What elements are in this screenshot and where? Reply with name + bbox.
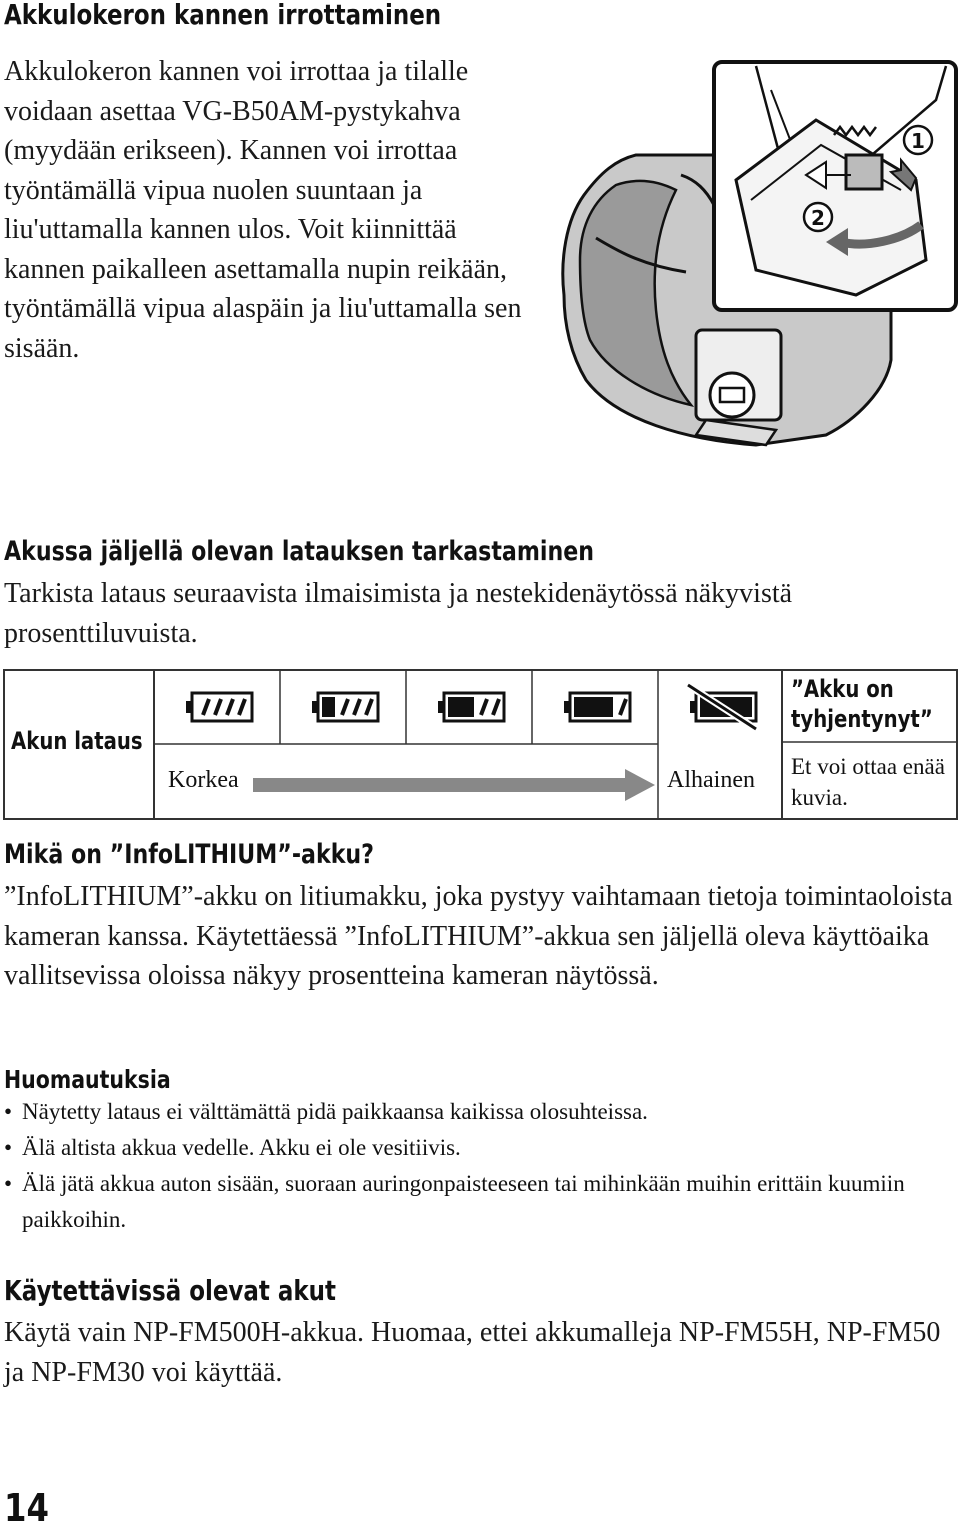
notes-list — [4, 1094, 954, 1238]
charge-row-label: Akun lataus — [11, 727, 143, 755]
battery-icon — [564, 693, 630, 721]
remove-cover-instructions: Akkulokeron kannen voi irrottaa ja tilalle voidaan asettaa VG-B50AM-pystykahva (myydään erikseen). Kannen voi irrottaa työntämällä vipua nuolen suuntaan ja liu'uttamalla kannen ulos. Voit kiinnittää kannen paikalleen asettamalla nupin reikään, työntämällä vipua alaspäin ja liu'uttamalla sen sisään. — [4, 56, 522, 364]
battery-level-table — [3, 669, 958, 820]
step-2-marker: 2 — [811, 206, 825, 230]
battery-icon — [312, 693, 378, 721]
page-number: 14 — [4, 1486, 49, 1530]
section-title-infolithium: Mikä on ”InfoLITHIUM”-akku? — [4, 839, 375, 870]
battery-icon — [688, 685, 756, 729]
step-1-marker: 1 — [911, 129, 925, 153]
empty-title: ”Akku on tyhjentynyt” — [791, 675, 933, 733]
infolithium-text: ”InfoLITHIUM”-akku on litiumakku, joka pystyy vaihtamaan tietoja toimintaoloista kameran kanssa. Käytettäessä ”InfoLITHIUM”-akkua sen jäljellä oleva käyttöaika vallitsevissa oloissa näkyy prosentteina kameran näytössä. — [4, 881, 953, 991]
note-item: • Näytetty lataus ei välttämättä pidä paikkaansa kaikissa olosuhteissa. — [4, 1094, 954, 1130]
battery-icon — [438, 693, 504, 721]
low-label: Alhainen — [667, 767, 755, 793]
battery-icon — [186, 693, 252, 721]
section-title-check-charge: Akussa jäljellä olevan latauksen tarkastaminen — [4, 536, 595, 567]
note-item: • Älä altista akkua vedelle. Akku ei ole vesitiivis. — [4, 1130, 954, 1166]
notes-title: Huomautuksia — [4, 1065, 171, 1094]
battery-used-fill — [322, 697, 335, 717]
available-batteries-text: Käytä vain NP-FM500H-akkua. Huomaa, ettei akkumalleja NP-FM55H, NP-FM50 ja NP-FM30 voi käyttää. — [4, 1317, 941, 1388]
section-title-remove-cover: Akkulokeron kannen irrottaminen — [4, 0, 442, 31]
section-title-available-batteries: Käytettävissä olevat akut — [4, 1274, 336, 1307]
note-item: • Älä jätä akkua auton sisään, suoraan auringonpaisteeseen tai mihinkään muihin erittäin kuumiin paikkoihin. — [4, 1166, 954, 1238]
empty-description: Et voi ottaa enää kuvia. — [791, 754, 945, 810]
check-charge-text: Tarkista lataus seuraavista ilmaisimista ja nestekidenäytössä näkyvistä prosenttiluvuista. — [4, 578, 793, 649]
high-label: Korkea — [168, 767, 239, 793]
battery-used-fill — [574, 697, 613, 717]
battery-cover-illustration — [556, 60, 960, 460]
battery-used-fill — [448, 697, 474, 717]
